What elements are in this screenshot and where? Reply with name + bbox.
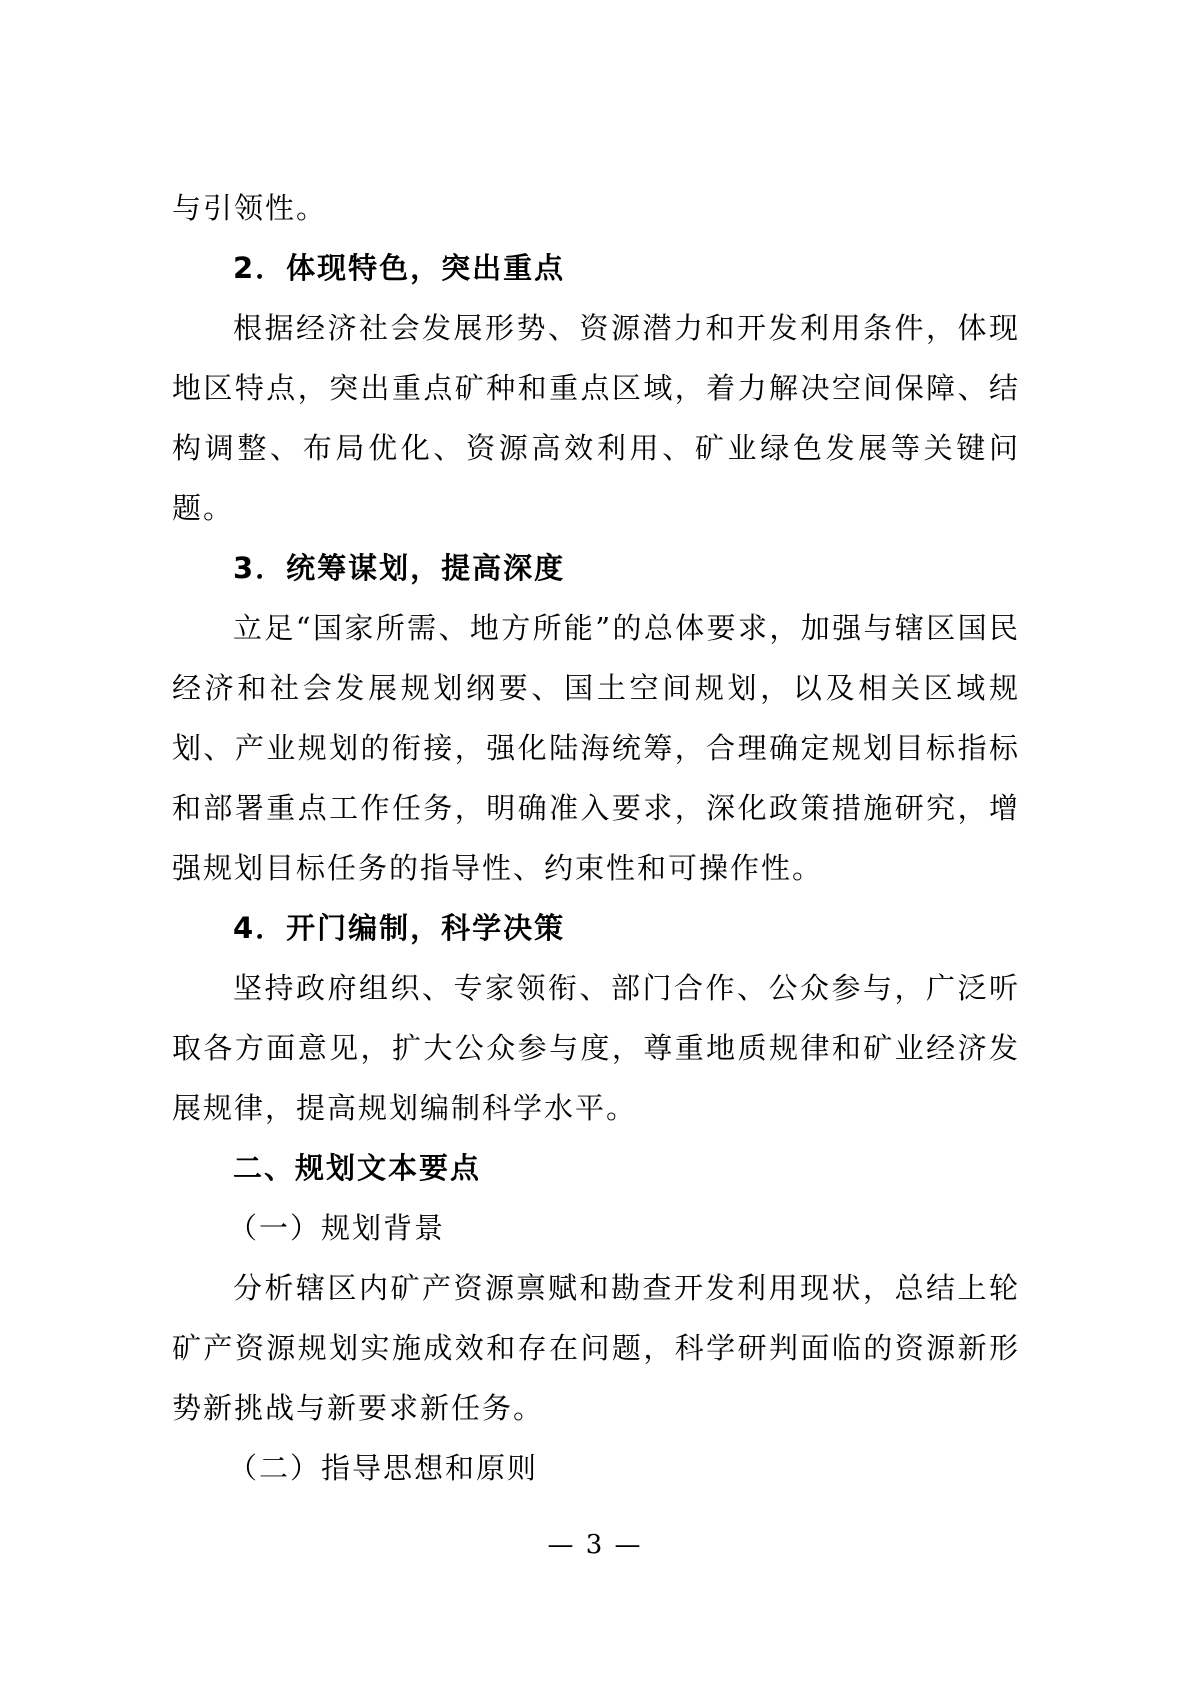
section-heading-4: 4．开门编制，科学决策 xyxy=(233,911,566,945)
page-number: — 3 — xyxy=(547,1530,643,1560)
paragraph-line: 划、产业规划的衔接，强化陆海统筹，合理确定规划目标指标 xyxy=(172,731,1020,765)
subsection-heading-2: （二）指导思想和原则 xyxy=(228,1451,539,1485)
paragraph-line: 题。 xyxy=(172,491,235,525)
paragraph-line: 构调整、布局优化、资源高效利用、矿业绿色发展等关键问 xyxy=(172,431,1020,465)
paragraph-line: 根据经济社会发展形势、资源潜力和开发利用条件，体现 xyxy=(233,311,1020,345)
subsection-heading-1: （一）规划背景 xyxy=(228,1211,446,1245)
paragraph-line: 分析辖区内矿产资源禀赋和勘查开发利用现状，总结上轮 xyxy=(233,1271,1020,1305)
paragraph-line: 强规划目标任务的指导性、约束性和可操作性。 xyxy=(172,851,824,885)
paragraph-line: 展规律，提高规划编制科学水平。 xyxy=(172,1091,638,1125)
paragraph-line: 取各方面意见，扩大公众参与度，尊重地质规律和矿业经济发 xyxy=(172,1031,1020,1065)
paragraph-line: 坚持政府组织、专家领衔、部门合作、公众参与，广泛听 xyxy=(233,971,1020,1005)
paragraph-line: 地区特点，突出重点矿种和重点区域，着力解决空间保障、结 xyxy=(172,371,1020,405)
section-heading-2: 2．体现特色，突出重点 xyxy=(233,251,566,285)
paragraph-line: 势新挑战与新要求新任务。 xyxy=(172,1391,545,1425)
paragraph-line: 矿产资源规划实施成效和存在问题，科学研判面临的资源新形 xyxy=(172,1331,1020,1365)
paragraph-line: 经济和社会发展规划纲要、国土空间规划，以及相关区域规 xyxy=(172,671,1020,705)
part-heading: 二、规划文本要点 xyxy=(233,1151,482,1185)
paragraph-continuation: 与引领性。 xyxy=(172,191,328,225)
paragraph-line: 立足“国家所需、地方所能”的总体要求，加强与辖区国民 xyxy=(233,611,1020,645)
paragraph-line: 和部署重点工作任务，明确准入要求，深化政策措施研究，增 xyxy=(172,791,1020,825)
body-text xyxy=(172,178,1020,1498)
section-heading-3: 3．统筹谋划，提高深度 xyxy=(233,551,566,585)
